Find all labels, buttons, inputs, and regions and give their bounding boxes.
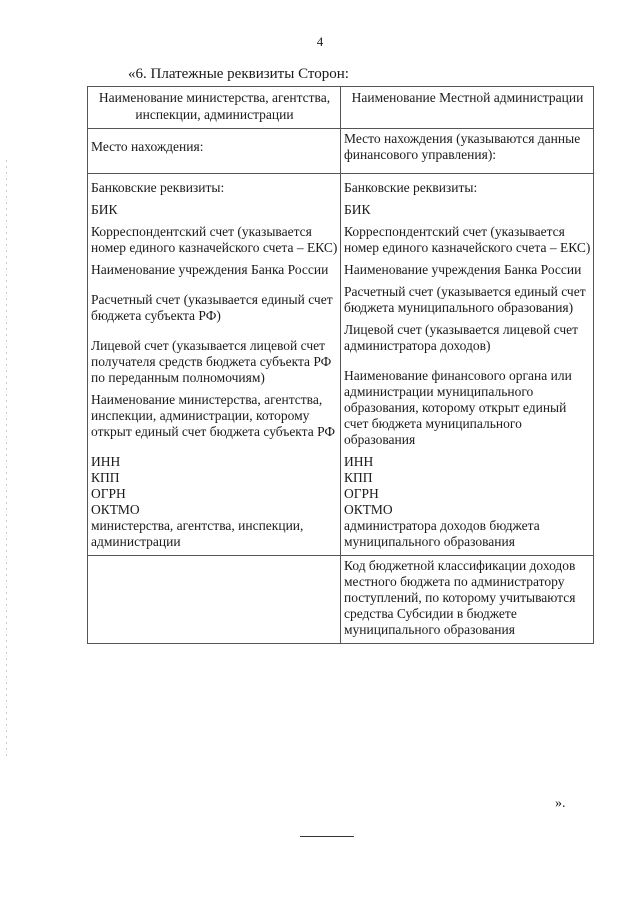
bank-details-right — [341, 174, 594, 556]
payment-details-table — [87, 86, 594, 644]
bank-name-label: Наименование учреждения Банка России — [91, 262, 329, 277]
bank-details-label: Банковские реквизиты: — [91, 180, 225, 195]
bik-label: БИК — [344, 202, 371, 217]
closing-quote: ». — [555, 796, 566, 811]
location-left-cell — [88, 129, 341, 174]
location-left: Место нахождения: — [91, 139, 204, 154]
inn-label: ИНН — [344, 454, 374, 469]
budget-code-right — [341, 556, 594, 644]
bank-name-label: Наименование учреждения Банка России — [344, 262, 582, 277]
personal-account-label: Лицевой счет (указывается лицевой счет получателя средств бюджета субъекта РФ по переданным полномочиям) — [91, 338, 332, 385]
corr-account-label: Корреспондентский счет (указывается номер единого казначейского счета – ЕКС) — [91, 224, 338, 255]
kpp-label: КПП — [91, 470, 120, 485]
oktmo-label: ОКТМО — [91, 502, 140, 517]
codes-owner-label: министерства, агентства, инспекции, администрации — [91, 518, 304, 549]
header-local-admin: Наименование Местной администрации — [351, 90, 584, 105]
header-local-admin-cell — [341, 87, 594, 129]
budget-code-left-empty — [88, 556, 341, 644]
location-row — [88, 129, 594, 174]
header-ministry-cell — [88, 87, 341, 129]
codes-owner-label: администратора доходов бюджета муниципального образования — [344, 518, 540, 549]
budget-code-row — [88, 556, 594, 644]
scan-edge-mark — [6, 160, 7, 760]
corr-account-label: Корреспондентский счет (указывается номер единого казначейского счета – ЕКС) — [344, 224, 591, 255]
ogrn-label: ОГРН — [91, 486, 126, 501]
settlement-account-label: Расчетный счет (указывается единый счет бюджета субъекта РФ) — [91, 292, 333, 323]
bank-details-row — [88, 174, 594, 556]
oktmo-label: ОКТМО — [344, 502, 393, 517]
personal-account-label: Лицевой счет (указывается лицевой счет администратора доходов) — [344, 322, 579, 353]
inn-label: ИНН — [91, 454, 121, 469]
settlement-account-label: Расчетный счет (указывается единый счет бюджета муниципального образования) — [344, 284, 586, 315]
kpp-label: КПП — [344, 470, 373, 485]
bank-details-label: Банковские реквизиты: — [344, 180, 478, 195]
table-header-row — [88, 87, 594, 129]
bik-label: БИК — [91, 202, 118, 217]
body-name-label: Наименование министерства, агентства, инспекции, администрации, которому открыт единый счет бюджета субъекта РФ — [91, 392, 336, 439]
body-name-label: Наименование финансового органа или администрации муниципального образования, которому открыт единый счет бюджета муниципального образования — [344, 368, 572, 447]
budget-code-text: Код бюджетной классификации доходов местного бюджета по администратору поступлений, по которому учитываются средства Субсидии в бюджете муниципального образования — [344, 558, 576, 637]
bank-details-left — [88, 174, 341, 556]
ogrn-label: ОГРН — [344, 486, 379, 501]
location-right: Место нахождения (указываются данные финансового управления): — [344, 131, 581, 162]
location-right-cell — [341, 129, 594, 174]
page-number: 4 — [316, 34, 324, 49]
header-ministry: Наименование министерства, агентства, инспекции, администрации — [98, 90, 331, 122]
footer-rule — [300, 836, 354, 837]
section-title: «6. Платежные реквизиты Сторон: — [128, 66, 349, 82]
